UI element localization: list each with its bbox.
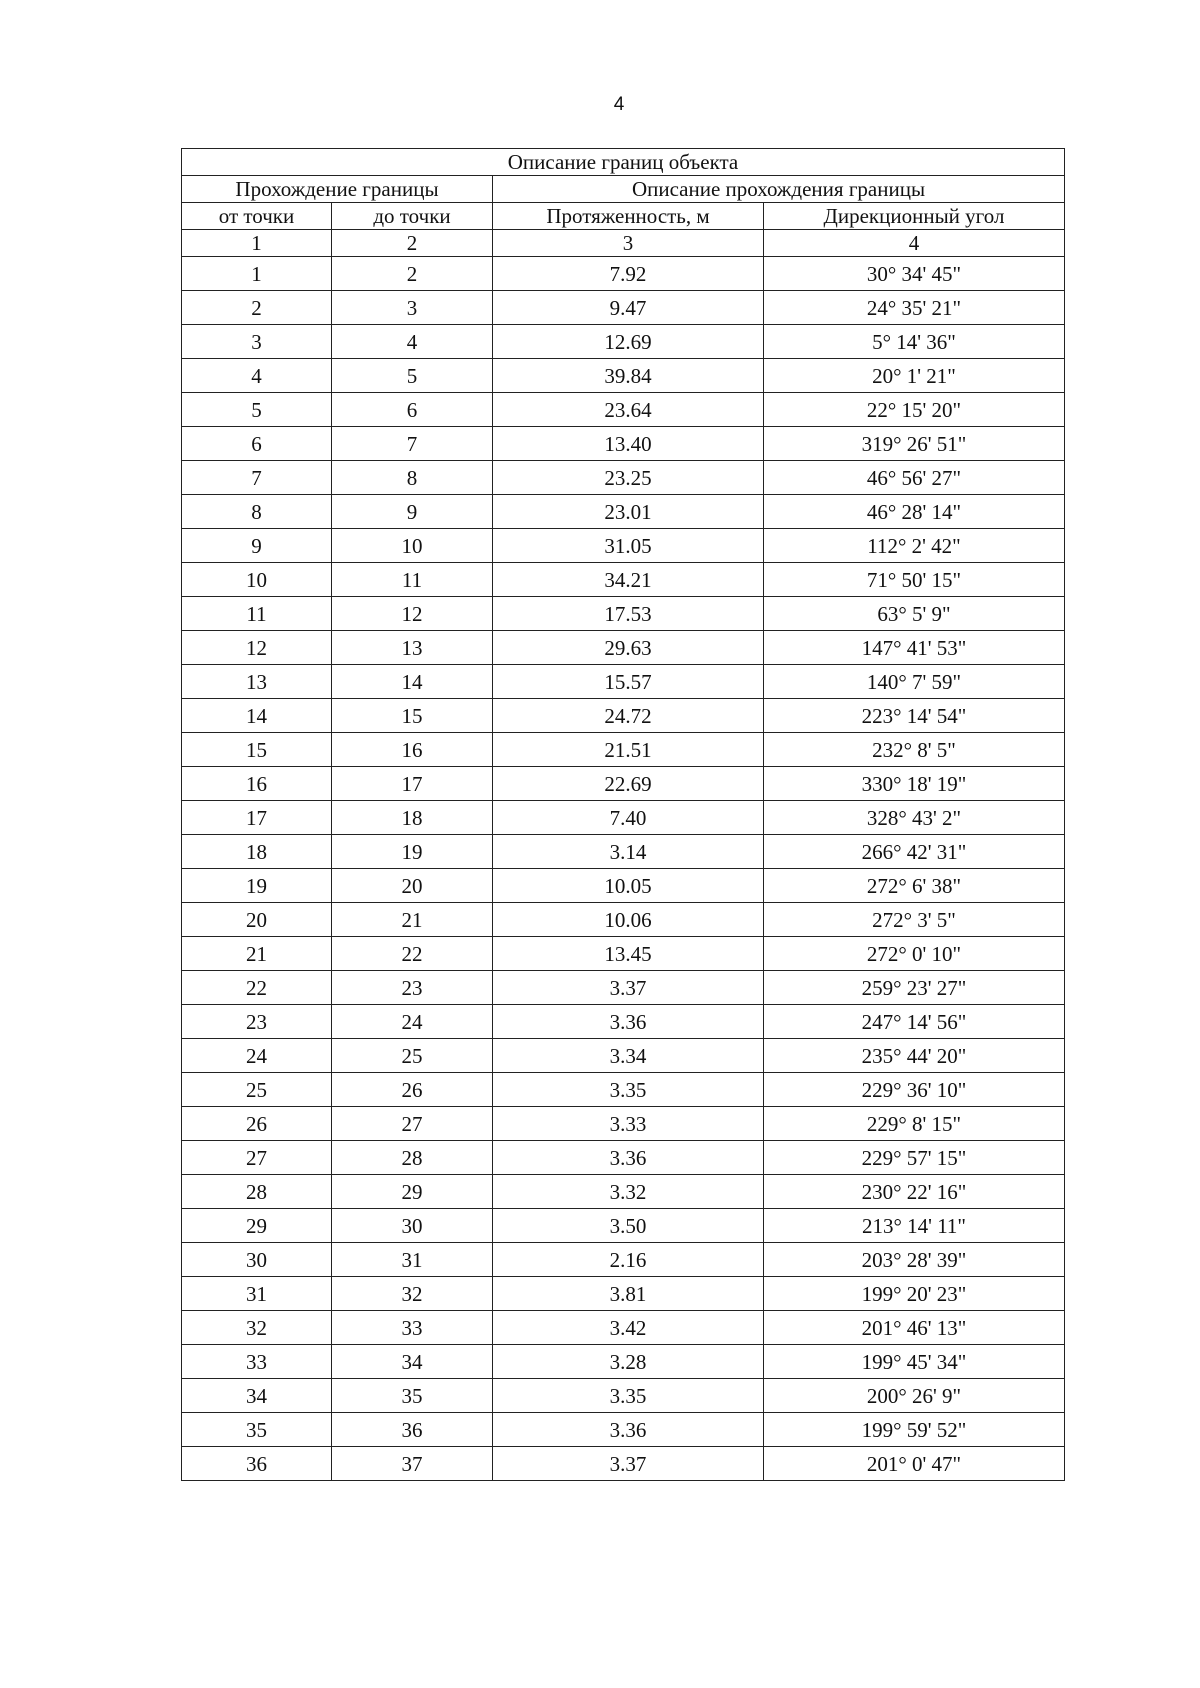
from-point-cell: 2 xyxy=(182,291,332,325)
table-header xyxy=(182,149,1065,257)
bearing-cell: 63° 5' 9" xyxy=(764,597,1065,631)
length-cell: 3.37 xyxy=(493,971,764,1005)
bearing-cell: 203° 28' 39" xyxy=(764,1243,1065,1277)
length-cell: 7.40 xyxy=(493,801,764,835)
from-point-cell: 23 xyxy=(182,1005,332,1039)
table-row xyxy=(182,1175,1065,1209)
bearing-cell: 247° 14' 56" xyxy=(764,1005,1065,1039)
length-cell: 3.34 xyxy=(493,1039,764,1073)
length-cell: 21.51 xyxy=(493,733,764,767)
bearing-cell: 24° 35' 21" xyxy=(764,291,1065,325)
from-point-cell: 22 xyxy=(182,971,332,1005)
table-row xyxy=(182,427,1065,461)
bearing-cell: 259° 23' 27" xyxy=(764,971,1065,1005)
to-point-cell: 29 xyxy=(332,1175,493,1209)
table-row xyxy=(182,869,1065,903)
group-header-row xyxy=(182,176,1065,203)
to-point-cell: 2 xyxy=(332,257,493,291)
length-cell: 3.42 xyxy=(493,1311,764,1345)
length-cell: 24.72 xyxy=(493,699,764,733)
from-point-cell: 19 xyxy=(182,869,332,903)
from-point-cell: 1 xyxy=(182,257,332,291)
from-point-cell: 13 xyxy=(182,665,332,699)
length-cell: 10.05 xyxy=(493,869,764,903)
bearing-cell: 272° 6' 38" xyxy=(764,869,1065,903)
bearing-cell: 201° 46' 13" xyxy=(764,1311,1065,1345)
length-cell: 17.53 xyxy=(493,597,764,631)
bearing-cell: 213° 14' 11" xyxy=(764,1209,1065,1243)
length-cell: 31.05 xyxy=(493,529,764,563)
length-cell: 3.50 xyxy=(493,1209,764,1243)
from-point-cell: 15 xyxy=(182,733,332,767)
to-point-cell: 4 xyxy=(332,325,493,359)
table-row xyxy=(182,835,1065,869)
table-row xyxy=(182,937,1065,971)
to-point-cell: 26 xyxy=(332,1073,493,1107)
length-cell: 3.36 xyxy=(493,1413,764,1447)
length-cell: 13.40 xyxy=(493,427,764,461)
length-cell: 3.14 xyxy=(493,835,764,869)
to-point-cell: 21 xyxy=(332,903,493,937)
from-point-cell: 16 xyxy=(182,767,332,801)
column-number-row xyxy=(182,230,1065,257)
from-point-cell: 5 xyxy=(182,393,332,427)
table-row xyxy=(182,1413,1065,1447)
bearing-cell: 266° 42' 31" xyxy=(764,835,1065,869)
table-row xyxy=(182,699,1065,733)
to-point-cell: 14 xyxy=(332,665,493,699)
bearing-cell: 5° 14' 36" xyxy=(764,325,1065,359)
from-point-cell: 27 xyxy=(182,1141,332,1175)
from-point-cell: 25 xyxy=(182,1073,332,1107)
to-point-cell: 11 xyxy=(332,563,493,597)
table-row xyxy=(182,1447,1065,1481)
length-cell: 7.92 xyxy=(493,257,764,291)
from-point-cell: 31 xyxy=(182,1277,332,1311)
to-point-cell: 9 xyxy=(332,495,493,529)
bearing-cell: 229° 36' 10" xyxy=(764,1073,1065,1107)
table-row xyxy=(182,1311,1065,1345)
column-header-length: Протяженность, м xyxy=(493,203,764,230)
to-point-cell: 7 xyxy=(332,427,493,461)
table-row xyxy=(182,801,1065,835)
length-cell: 3.35 xyxy=(493,1073,764,1107)
table-row xyxy=(182,733,1065,767)
title-row xyxy=(182,149,1065,176)
length-cell: 34.21 xyxy=(493,563,764,597)
column-number: 3 xyxy=(493,230,764,257)
from-point-cell: 9 xyxy=(182,529,332,563)
from-point-cell: 17 xyxy=(182,801,332,835)
length-cell: 12.69 xyxy=(493,325,764,359)
bearing-cell: 328° 43' 2" xyxy=(764,801,1065,835)
to-point-cell: 16 xyxy=(332,733,493,767)
group-header-description: Описание прохождения границы xyxy=(493,176,1065,203)
bearing-cell: 46° 56' 27" xyxy=(764,461,1065,495)
table-row xyxy=(182,665,1065,699)
length-cell: 23.25 xyxy=(493,461,764,495)
from-point-cell: 35 xyxy=(182,1413,332,1447)
length-cell: 13.45 xyxy=(493,937,764,971)
to-point-cell: 20 xyxy=(332,869,493,903)
bearing-cell: 201° 0' 47" xyxy=(764,1447,1065,1481)
from-point-cell: 7 xyxy=(182,461,332,495)
from-point-cell: 28 xyxy=(182,1175,332,1209)
bearing-cell: 199° 59' 52" xyxy=(764,1413,1065,1447)
table-row xyxy=(182,291,1065,325)
from-point-cell: 10 xyxy=(182,563,332,597)
to-point-cell: 35 xyxy=(332,1379,493,1413)
column-header-bearing: Дирекционный угол xyxy=(764,203,1065,230)
length-cell: 3.28 xyxy=(493,1345,764,1379)
group-header-passage: Прохождение границы xyxy=(182,176,493,203)
table-row xyxy=(182,1141,1065,1175)
bearing-cell: 272° 3' 5" xyxy=(764,903,1065,937)
bearing-cell: 46° 28' 14" xyxy=(764,495,1065,529)
column-number: 1 xyxy=(182,230,332,257)
from-point-cell: 29 xyxy=(182,1209,332,1243)
to-point-cell: 12 xyxy=(332,597,493,631)
to-point-cell: 10 xyxy=(332,529,493,563)
table-row xyxy=(182,529,1065,563)
column-header-row xyxy=(182,203,1065,230)
to-point-cell: 19 xyxy=(332,835,493,869)
to-point-cell: 3 xyxy=(332,291,493,325)
from-point-cell: 3 xyxy=(182,325,332,359)
to-point-cell: 31 xyxy=(332,1243,493,1277)
to-point-cell: 22 xyxy=(332,937,493,971)
from-point-cell: 32 xyxy=(182,1311,332,1345)
to-point-cell: 30 xyxy=(332,1209,493,1243)
table-row xyxy=(182,1073,1065,1107)
to-point-cell: 32 xyxy=(332,1277,493,1311)
table-row xyxy=(182,1005,1065,1039)
column-number: 4 xyxy=(764,230,1065,257)
from-point-cell: 26 xyxy=(182,1107,332,1141)
column-number: 2 xyxy=(332,230,493,257)
table-row xyxy=(182,495,1065,529)
table-row xyxy=(182,971,1065,1005)
bearing-cell: 229° 57' 15" xyxy=(764,1141,1065,1175)
length-cell: 2.16 xyxy=(493,1243,764,1277)
table-row xyxy=(182,1277,1065,1311)
to-point-cell: 33 xyxy=(332,1311,493,1345)
from-point-cell: 18 xyxy=(182,835,332,869)
to-point-cell: 23 xyxy=(332,971,493,1005)
length-cell: 3.81 xyxy=(493,1277,764,1311)
bearing-cell: 200° 26' 9" xyxy=(764,1379,1065,1413)
from-point-cell: 21 xyxy=(182,937,332,971)
length-cell: 15.57 xyxy=(493,665,764,699)
length-cell: 10.06 xyxy=(493,903,764,937)
to-point-cell: 27 xyxy=(332,1107,493,1141)
table-row xyxy=(182,1209,1065,1243)
bearing-cell: 230° 22' 16" xyxy=(764,1175,1065,1209)
table-row xyxy=(182,563,1065,597)
length-cell: 3.33 xyxy=(493,1107,764,1141)
bearing-cell: 112° 2' 42" xyxy=(764,529,1065,563)
from-point-cell: 34 xyxy=(182,1379,332,1413)
bearing-cell: 330° 18' 19" xyxy=(764,767,1065,801)
to-point-cell: 15 xyxy=(332,699,493,733)
from-point-cell: 33 xyxy=(182,1345,332,1379)
table-title: Описание границ объекта xyxy=(182,149,1065,176)
to-point-cell: 6 xyxy=(332,393,493,427)
bearing-cell: 199° 20' 23" xyxy=(764,1277,1065,1311)
table-row xyxy=(182,1243,1065,1277)
bearing-cell: 229° 8' 15" xyxy=(764,1107,1065,1141)
table-row xyxy=(182,461,1065,495)
length-cell: 3.35 xyxy=(493,1379,764,1413)
table-body xyxy=(182,257,1065,1481)
table-row xyxy=(182,359,1065,393)
to-point-cell: 28 xyxy=(332,1141,493,1175)
bearing-cell: 199° 45' 34" xyxy=(764,1345,1065,1379)
to-point-cell: 36 xyxy=(332,1413,493,1447)
bearing-cell: 71° 50' 15" xyxy=(764,563,1065,597)
length-cell: 39.84 xyxy=(493,359,764,393)
from-point-cell: 20 xyxy=(182,903,332,937)
table-row xyxy=(182,1039,1065,1073)
table-row xyxy=(182,1379,1065,1413)
length-cell: 23.01 xyxy=(493,495,764,529)
table-row xyxy=(182,767,1065,801)
column-header-to-point: до точки xyxy=(332,203,493,230)
length-cell: 3.32 xyxy=(493,1175,764,1209)
bearing-cell: 20° 1' 21" xyxy=(764,359,1065,393)
column-header-from-point: от точки xyxy=(182,203,332,230)
bearing-cell: 30° 34' 45" xyxy=(764,257,1065,291)
to-point-cell: 18 xyxy=(332,801,493,835)
length-cell: 29.63 xyxy=(493,631,764,665)
from-point-cell: 11 xyxy=(182,597,332,631)
bearing-cell: 223° 14' 54" xyxy=(764,699,1065,733)
boundary-table xyxy=(181,148,1065,1481)
table-row xyxy=(182,903,1065,937)
length-cell: 23.64 xyxy=(493,393,764,427)
from-point-cell: 36 xyxy=(182,1447,332,1481)
page-number: 4 xyxy=(613,94,625,115)
table-row xyxy=(182,1107,1065,1141)
to-point-cell: 5 xyxy=(332,359,493,393)
bearing-cell: 272° 0' 10" xyxy=(764,937,1065,971)
table-row xyxy=(182,393,1065,427)
length-cell: 3.36 xyxy=(493,1141,764,1175)
length-cell: 9.47 xyxy=(493,291,764,325)
table-row xyxy=(182,325,1065,359)
length-cell: 3.37 xyxy=(493,1447,764,1481)
length-cell: 22.69 xyxy=(493,767,764,801)
bearing-cell: 232° 8' 5" xyxy=(764,733,1065,767)
to-point-cell: 34 xyxy=(332,1345,493,1379)
from-point-cell: 8 xyxy=(182,495,332,529)
from-point-cell: 4 xyxy=(182,359,332,393)
to-point-cell: 24 xyxy=(332,1005,493,1039)
table-row xyxy=(182,631,1065,665)
from-point-cell: 12 xyxy=(182,631,332,665)
table-row xyxy=(182,597,1065,631)
to-point-cell: 13 xyxy=(332,631,493,665)
to-point-cell: 17 xyxy=(332,767,493,801)
bearing-cell: 22° 15' 20" xyxy=(764,393,1065,427)
bearing-cell: 319° 26' 51" xyxy=(764,427,1065,461)
bearing-cell: 147° 41' 53" xyxy=(764,631,1065,665)
to-point-cell: 25 xyxy=(332,1039,493,1073)
from-point-cell: 14 xyxy=(182,699,332,733)
bearing-cell: 140° 7' 59" xyxy=(764,665,1065,699)
from-point-cell: 30 xyxy=(182,1243,332,1277)
table-row xyxy=(182,1345,1065,1379)
bearing-cell: 235° 44' 20" xyxy=(764,1039,1065,1073)
table-row xyxy=(182,257,1065,291)
to-point-cell: 37 xyxy=(332,1447,493,1481)
to-point-cell: 8 xyxy=(332,461,493,495)
length-cell: 3.36 xyxy=(493,1005,764,1039)
from-point-cell: 24 xyxy=(182,1039,332,1073)
from-point-cell: 6 xyxy=(182,427,332,461)
